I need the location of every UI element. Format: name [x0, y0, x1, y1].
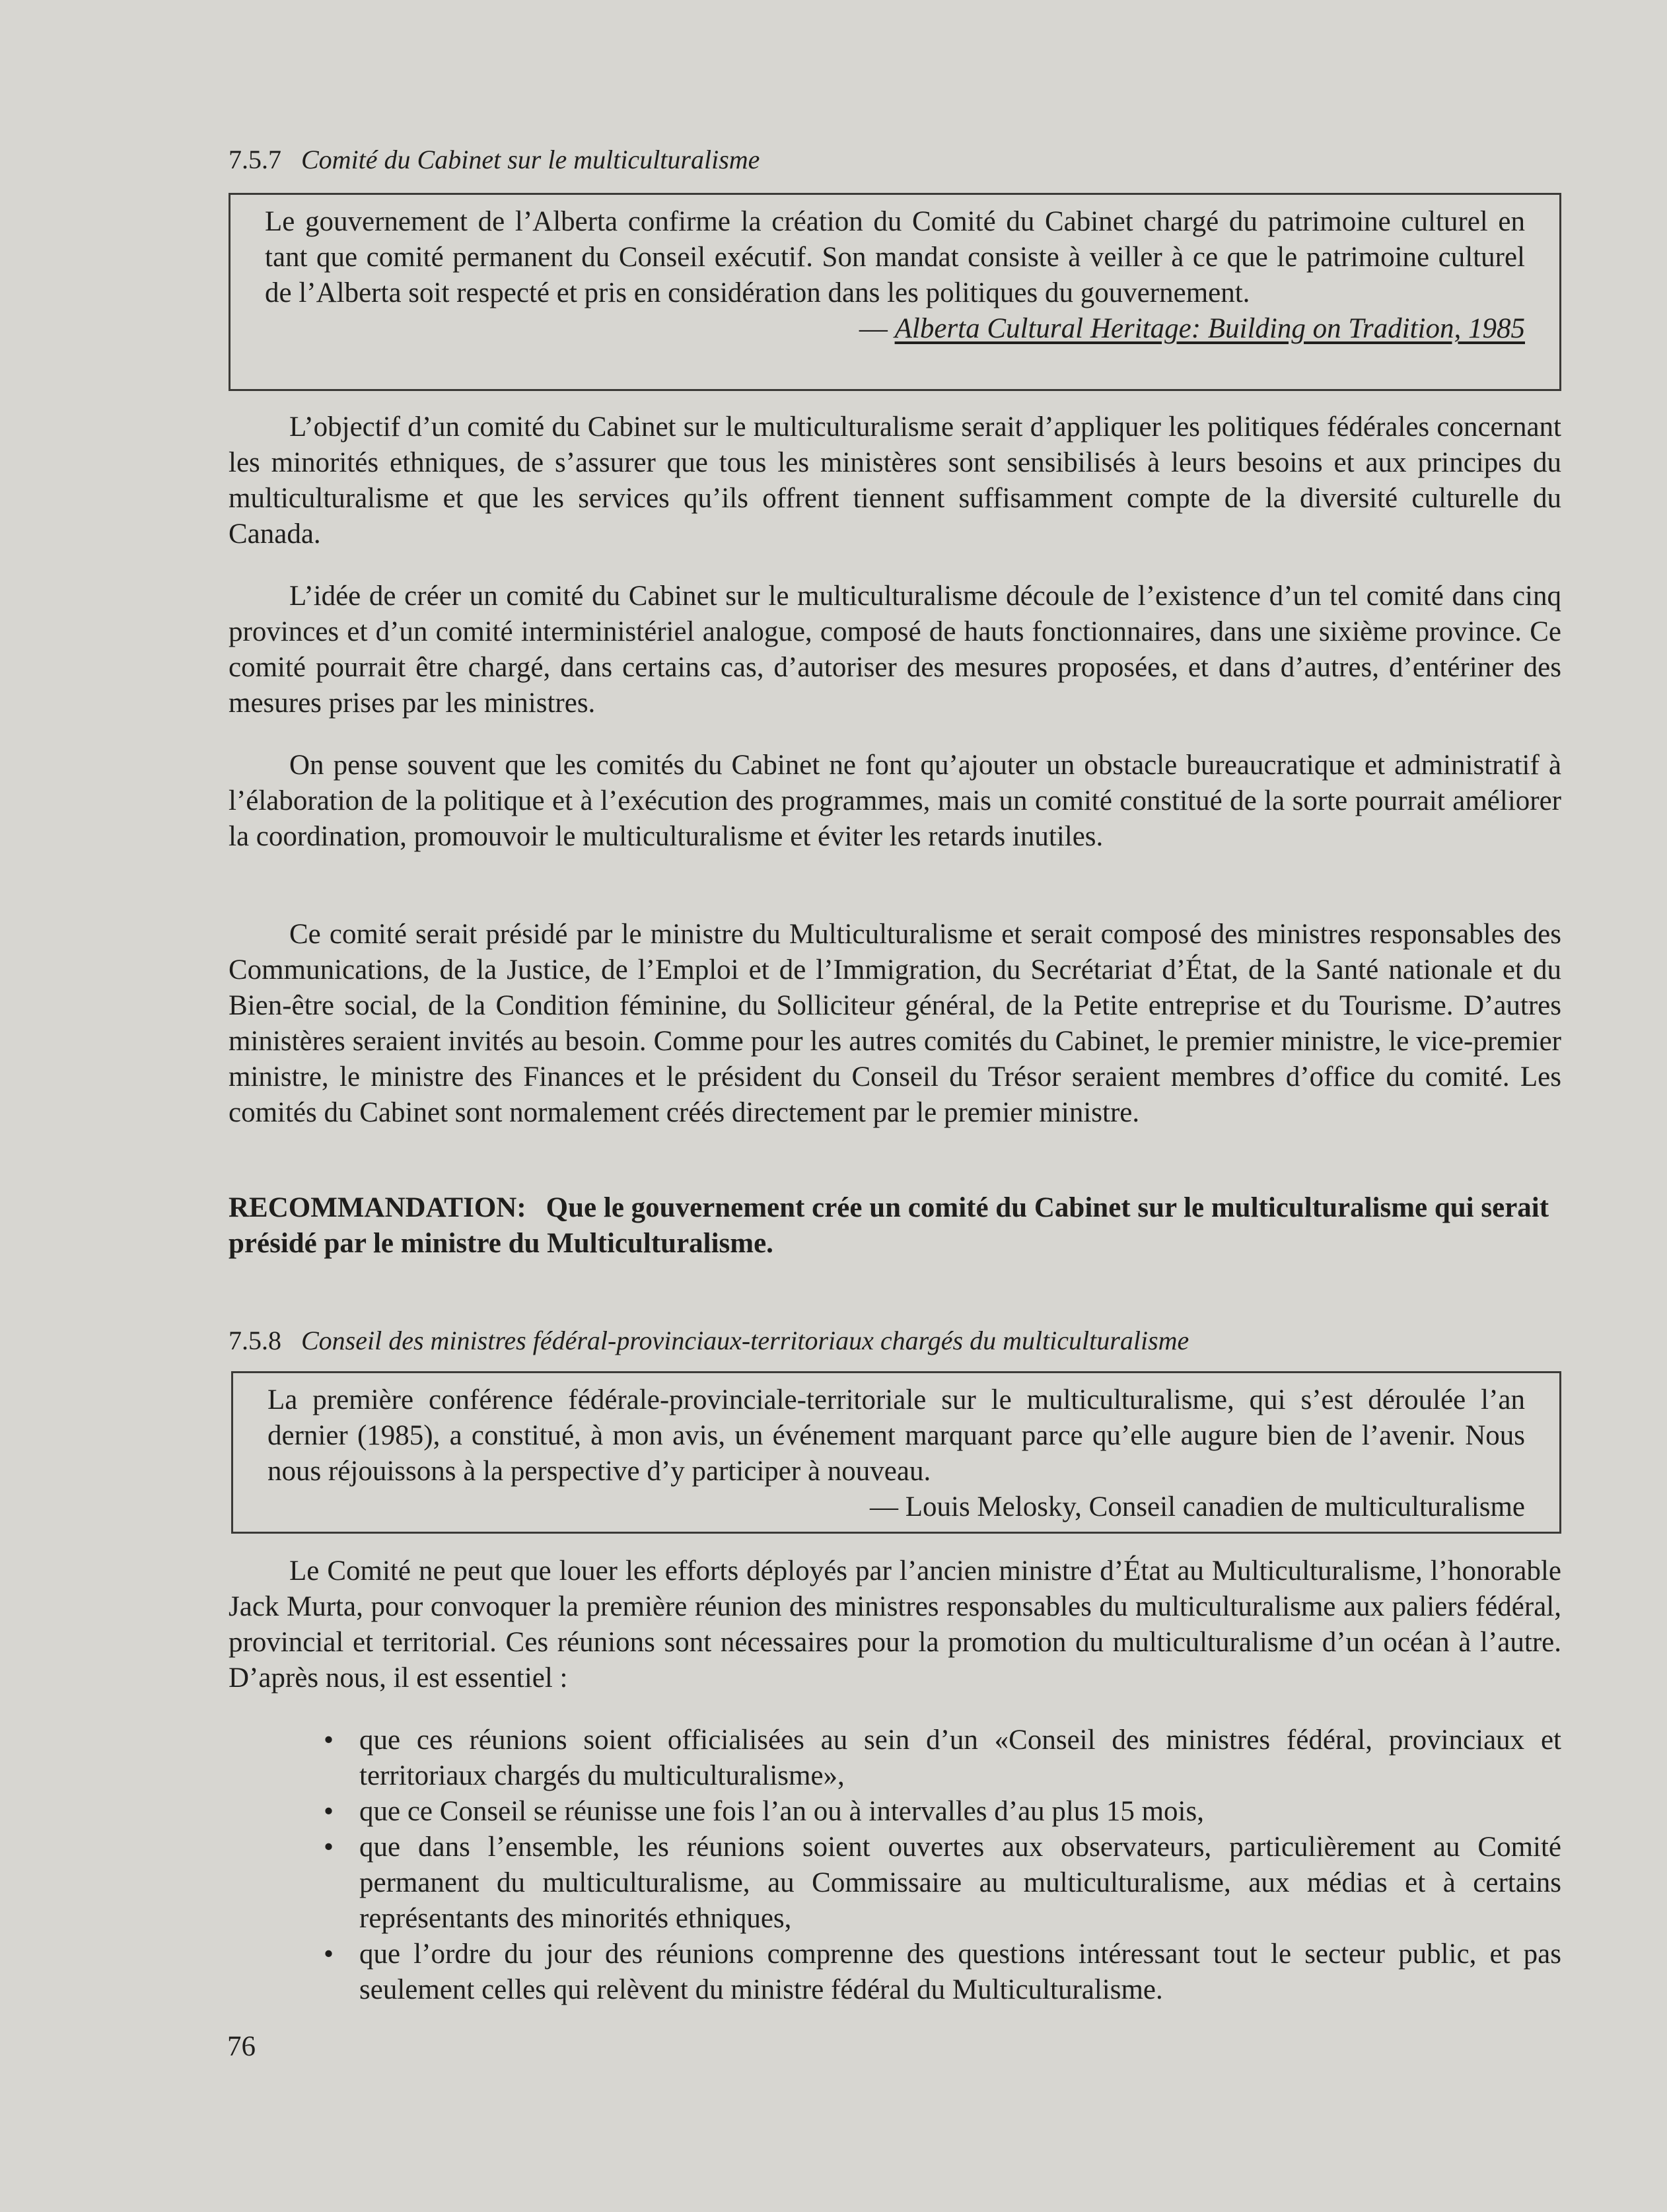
bullet-icon: • — [324, 1939, 334, 1970]
section-heading-7-5-7 — [229, 144, 760, 176]
paragraph-bureaucracy: On pense souvent que les comités du Cabinet ne font qu’ajouter un obstacle bureaucratique et administratif à l’élaboration de la politique et à l’exécution des programmes, mais un comité constitué de la sorte pourrait améliorer la coordination, promouvoir le multiculturalisme et éviter les retards inutiles. — [229, 750, 1561, 852]
list-item — [324, 1937, 1561, 2008]
bullet-icon: • — [324, 1832, 334, 1863]
quote-box-alberta — [229, 193, 1561, 391]
quote-source: — Louis Melosky, Conseil canadien de multiculturalisme — [869, 1491, 1525, 1522]
bullet-icon: • — [324, 1796, 334, 1827]
page-number: 76 — [227, 2031, 256, 2062]
recommendation — [229, 1190, 1561, 1262]
recommendation-text: Que le gouvernement crée un comité du Cabinet sur le multiculturalisme qui serait présidé par le ministre du Multiculturalisme. — [229, 1192, 1549, 1259]
paragraph-composition: Ce comité serait présidé par le ministre du Multiculturalisme et serait composé des ministres responsables des Communications, de la Justice, de l’Emploi et de l’Immigration, du Secrétariat d’État, de la Santé nationale et du Bien-être social, de la Condition féminine, du Solliciteur général, de la Petite entreprise et du Tourisme. D’autres ministères seraient invités au besoin. Comme pour les autres comités du Cabinet, le premier ministre, le vice-premier ministre, le ministre des Finances et le président du Conseil du Trésor seraient membres d’office du comité. Les comités du Cabinet sont normalement créés directement par le premier ministre. — [229, 919, 1561, 1128]
section-title: Comité du Cabinet sur le multiculturalisme — [301, 145, 760, 174]
quote-box-melosky — [231, 1371, 1561, 1534]
list-item-text: que ce Conseil se réunisse une fois l’an ou à intervalles d’au plus 15 mois, — [359, 1796, 1204, 1827]
quote-source-dash: — — [859, 313, 895, 344]
list-item — [324, 1723, 1561, 1794]
section-title: Conseil des ministres fédéral-provinciaux-territoriaux chargés du multiculturalisme — [301, 1326, 1189, 1355]
quote-text: La première conférence fédérale-provinciale-territoriale sur le multiculturalisme, qui s’est déroulée l’an dernier (1985), a constitué, à mon avis, un événement marquant parce qu’elle augure bien de l’avenir. Nous nous réjouissons à la perspective d’y participer à nouveau. — [267, 1384, 1525, 1487]
list-item — [324, 1830, 1561, 1937]
section-heading-7-5-8 — [229, 1325, 1189, 1357]
bullet-icon: • — [324, 1725, 334, 1756]
list-item-text: que dans l’ensemble, les réunions soient ouvertes aux observateurs, particulièrement au Comité permanent du multiculturalisme, au Commissaire au multiculturalisme, aux médias et à certains représentants des minorités ethniques, — [359, 1832, 1561, 1934]
recommendation-label: RECOMMANDATION: — [229, 1192, 526, 1223]
list-item-text: que l’ordre du jour des réunions comprenne des questions intéressant tout le secteur public, et pas seulement celles qui relèvent du ministre fédéral du Multiculturalisme. — [359, 1939, 1561, 2005]
paragraph-objective: L’objectif d’un comité du Cabinet sur le multiculturalisme serait d’appliquer les politiques fédérales concernant les minorités ethniques, de s’assurer que tous les ministères sont sensibilisés à leurs besoins et aux principes du multiculturalisme et que les services qu’ils offrent tiennent suffisamment compte de la diversité culturelle du Canada. — [229, 411, 1561, 550]
bullet-list — [324, 1723, 1561, 2008]
quote-text: Le gouvernement de l’Alberta confirme la création du Comité du Cabinet chargé du patrimoine culturel en tant que comité permanent du Conseil exécutif. Son mandat consiste à veiller à ce que le patrimoine culturel de l’Alberta soit respecté et pris en considération dans les politiques du gouvernement. — [265, 206, 1525, 308]
list-item-text: que ces réunions soient officialisées au sein d’un «Conseil des ministres fédéral, provinciaux et territoriaux chargés du multiculturalisme», — [359, 1725, 1561, 1791]
paragraph-idea: L’idée de créer un comité du Cabinet sur le multiculturalisme découle de l’existence d’un tel comité dans cinq provinces et d’un comité interministériel analogue, composé de hauts fonctionnaires, dans une sixième province. Ce comité pourrait être chargé, dans certains cas, d’autoriser des mesures proposées, et dans d’autres, d’entériner des mesures prises par les ministres. — [229, 581, 1561, 719]
quote-source — [265, 311, 1525, 347]
section-number: 7.5.7 — [229, 145, 281, 174]
list-item — [324, 1794, 1561, 1830]
quote-source-title: Alberta Cultural Heritage: Building on Tradition, 1985 — [894, 313, 1525, 344]
paragraph-committee-praise: Le Comité ne peut que louer les efforts déployés par l’ancien ministre d’État au Multiculturalisme, l’honorable Jack Murta, pour convoquer la première réunion des ministres responsables du multiculturalisme aux paliers fédéral, provincial et territorial. Ces réunions sont nécessaires pour la promotion du multiculturalisme d’un océan à l’autre. D’après nous, il est essentiel : — [229, 1555, 1561, 1694]
section-number: 7.5.8 — [229, 1326, 281, 1355]
